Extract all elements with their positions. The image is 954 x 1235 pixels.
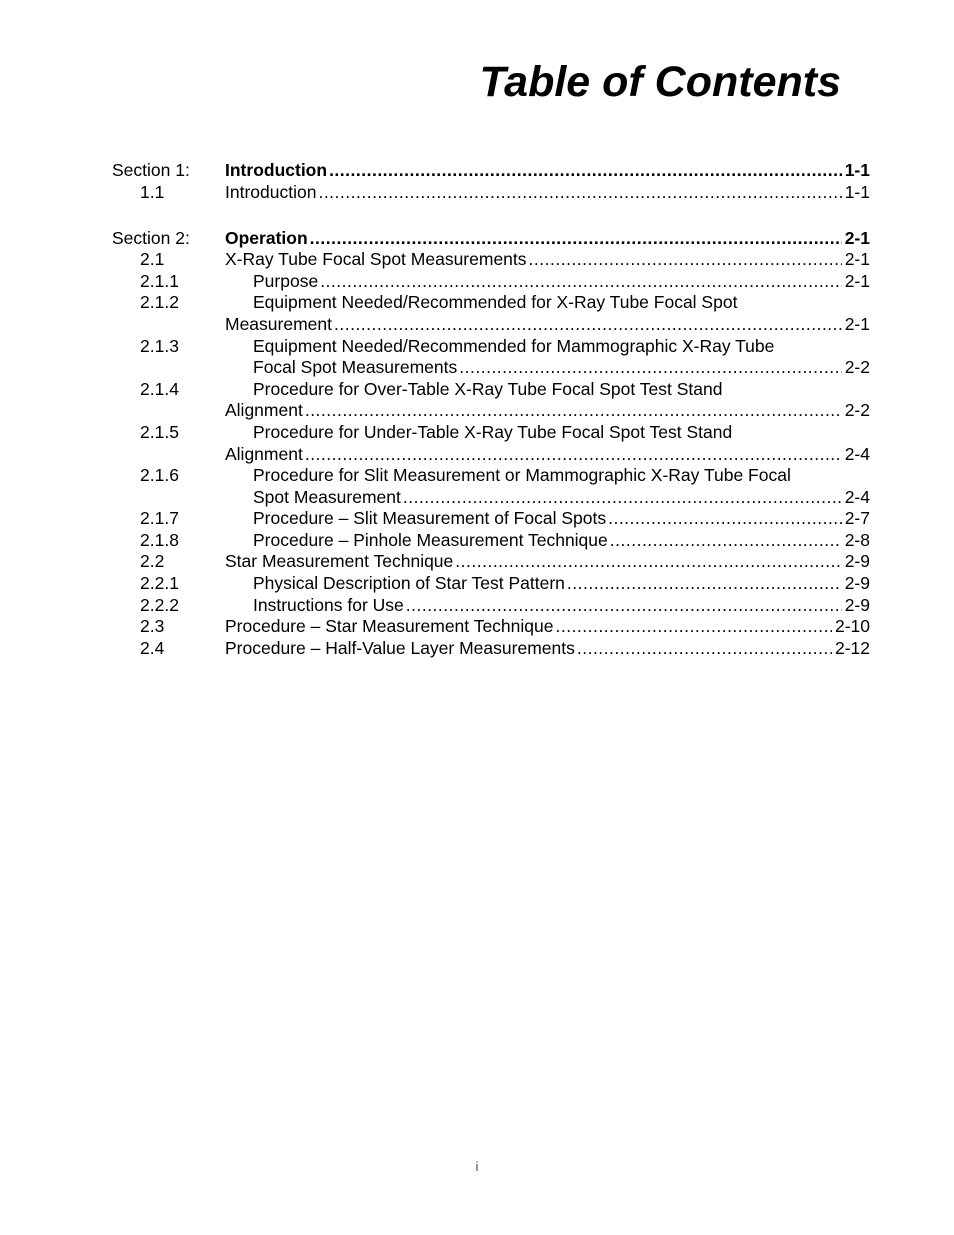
dot-leader bbox=[305, 444, 842, 466]
entry-title-line1: Procedure for Slit Measurement or Mammographic X-Ray Tube Focal bbox=[253, 465, 791, 486]
entry-title: Focal Spot Measurements bbox=[253, 357, 458, 378]
entry-number: 2.2.1 bbox=[140, 573, 179, 594]
toc-entry bbox=[225, 551, 870, 573]
section-label: Section 2: bbox=[112, 227, 190, 248]
page-number: 2-1 bbox=[844, 227, 870, 248]
entry-title: Spot Measurement bbox=[253, 486, 401, 507]
page-number: 2-10 bbox=[834, 616, 870, 637]
toc-entry-2-1-3[interactable] bbox=[112, 336, 870, 358]
section-title: Operation bbox=[225, 227, 308, 248]
entry-number: 2.2.2 bbox=[140, 594, 179, 615]
dot-leader bbox=[310, 228, 842, 250]
page-number: 2-2 bbox=[844, 400, 870, 421]
page-number: 2-9 bbox=[844, 594, 870, 615]
toc-entry bbox=[225, 228, 870, 250]
toc-entry-2-1-5-cont[interactable] bbox=[112, 444, 870, 466]
dot-leader bbox=[459, 357, 841, 379]
entry-title: Instructions for Use bbox=[253, 594, 404, 615]
toc-entry-2-1-1[interactable] bbox=[112, 271, 870, 293]
dot-leader bbox=[329, 160, 842, 182]
page-number: 2-9 bbox=[844, 573, 870, 594]
page-number: 2-1 bbox=[844, 270, 870, 291]
entry-number: 2.1 bbox=[140, 249, 165, 270]
entry-title: Procedure – Star Measurement Technique bbox=[225, 616, 554, 637]
entry-title: Alignment bbox=[225, 400, 303, 421]
toc-entry-2-2-1[interactable] bbox=[112, 573, 870, 595]
toc-entry-2-3[interactable] bbox=[112, 616, 870, 638]
page-title: Table of Contents bbox=[479, 58, 841, 106]
page-number: 2-4 bbox=[844, 443, 870, 464]
entry-number: 2.1.6 bbox=[140, 465, 179, 486]
dot-leader bbox=[555, 616, 831, 638]
entry-title: Introduction bbox=[225, 181, 317, 202]
toc-entry bbox=[253, 487, 870, 509]
toc-list bbox=[112, 160, 870, 659]
toc-entry-2-1-4-cont[interactable] bbox=[112, 400, 870, 422]
page-footer-number: i bbox=[475, 1159, 479, 1174]
entry-title-line1: Procedure for Under-Table X-Ray Tube Focal Spot Test Stand bbox=[253, 421, 733, 442]
page-number: 2-9 bbox=[844, 551, 870, 572]
entry-number: 2.1.1 bbox=[140, 270, 179, 291]
entry-title: Measurement bbox=[225, 313, 332, 334]
dot-leader bbox=[455, 551, 841, 573]
toc-entry bbox=[225, 160, 870, 182]
toc-entry-2-1-4[interactable] bbox=[112, 379, 870, 401]
toc-entry-2-1-5[interactable] bbox=[112, 422, 870, 444]
dot-leader bbox=[403, 487, 842, 509]
toc-entry bbox=[253, 530, 870, 552]
entry-title-line1: Procedure for Over-Table X-Ray Tube Focal Spot Test Stand bbox=[253, 378, 723, 399]
toc-entry-2-1-8[interactable] bbox=[112, 530, 870, 552]
entry-number: 2.1.8 bbox=[140, 529, 179, 550]
dot-leader bbox=[529, 249, 842, 271]
entry-number: 2.1.7 bbox=[140, 508, 179, 529]
toc-entry bbox=[225, 182, 870, 204]
entry-number: 2.1.2 bbox=[140, 292, 179, 313]
section-label: Section 1: bbox=[112, 160, 190, 180]
page-number: 2-1 bbox=[844, 313, 870, 334]
page-number: 1-1 bbox=[844, 160, 870, 180]
page-number: 2-1 bbox=[844, 249, 870, 270]
entry-title: Procedure – Pinhole Measurement Technique bbox=[253, 529, 608, 550]
entry-title: Star Measurement Technique bbox=[225, 551, 454, 572]
toc-section-1[interactable] bbox=[112, 160, 870, 182]
entry-title: Procedure – Half-Value Layer Measurements bbox=[225, 637, 575, 658]
toc-entry-2-1-3-cont[interactable] bbox=[112, 357, 870, 379]
dot-leader bbox=[577, 638, 832, 660]
toc-entry bbox=[253, 271, 870, 293]
dot-leader bbox=[610, 530, 842, 552]
toc-entry-2-1[interactable] bbox=[112, 249, 870, 271]
toc-entry bbox=[225, 616, 870, 638]
page-number: 2-7 bbox=[844, 508, 870, 529]
toc-entry-2-4[interactable] bbox=[112, 638, 870, 660]
entry-title: Alignment bbox=[225, 443, 303, 464]
toc-entry-2-2[interactable] bbox=[112, 551, 870, 573]
entry-number: 2.1.3 bbox=[140, 335, 179, 356]
toc-section-2[interactable] bbox=[112, 228, 870, 250]
entry-number: 2.3 bbox=[140, 616, 165, 637]
section-title: Introduction bbox=[225, 160, 328, 180]
entry-title-line1: Equipment Needed/Recommended for X-Ray Tube Focal Spot bbox=[253, 292, 738, 313]
entry-number: 2.1.5 bbox=[140, 421, 179, 442]
toc-entry-2-1-6-cont[interactable] bbox=[112, 487, 870, 509]
page-number: 2-2 bbox=[844, 357, 870, 378]
toc-entry-2-1-7[interactable] bbox=[112, 508, 870, 530]
toc-entry-2-1-6[interactable] bbox=[112, 465, 870, 487]
page-number: 2-4 bbox=[844, 486, 870, 507]
dot-leader bbox=[305, 400, 842, 422]
entry-title-line1: Equipment Needed/Recommended for Mammographic X-Ray Tube bbox=[253, 335, 775, 356]
entry-title: Procedure – Slit Measurement of Focal Spots bbox=[253, 508, 607, 529]
toc-entry bbox=[225, 638, 870, 660]
dot-leader bbox=[334, 314, 842, 336]
toc-entry bbox=[253, 573, 870, 595]
dot-leader bbox=[318, 182, 841, 204]
toc-entry bbox=[225, 400, 870, 422]
toc-entry-2-2-2[interactable] bbox=[112, 595, 870, 617]
toc-entry bbox=[253, 508, 870, 530]
dot-leader bbox=[320, 271, 842, 293]
entry-number: 2.2 bbox=[140, 551, 165, 572]
toc-entry-1-1[interactable] bbox=[112, 182, 870, 204]
page-number: 1-1 bbox=[844, 181, 870, 202]
dot-leader bbox=[406, 595, 842, 617]
page-number: 2-12 bbox=[834, 637, 870, 658]
toc-entry-2-1-2[interactable] bbox=[112, 292, 870, 314]
entry-title: Purpose bbox=[253, 270, 319, 291]
entry-number: 2.1.4 bbox=[140, 378, 179, 399]
entry-number: 2.4 bbox=[140, 637, 165, 658]
toc-entry bbox=[253, 595, 870, 617]
entry-title: X-Ray Tube Focal Spot Measurements bbox=[225, 249, 527, 270]
toc-entry bbox=[253, 357, 870, 379]
entry-title: Physical Description of Star Test Pattern bbox=[253, 573, 565, 594]
page-number: 2-8 bbox=[844, 529, 870, 550]
dot-leader bbox=[567, 573, 842, 595]
toc-entry bbox=[225, 314, 870, 336]
toc-entry-2-1-2-cont[interactable] bbox=[112, 314, 870, 336]
toc-entry bbox=[225, 444, 870, 466]
toc-entry bbox=[225, 249, 870, 271]
dot-leader bbox=[608, 508, 842, 530]
entry-number: 1.1 bbox=[140, 181, 165, 202]
